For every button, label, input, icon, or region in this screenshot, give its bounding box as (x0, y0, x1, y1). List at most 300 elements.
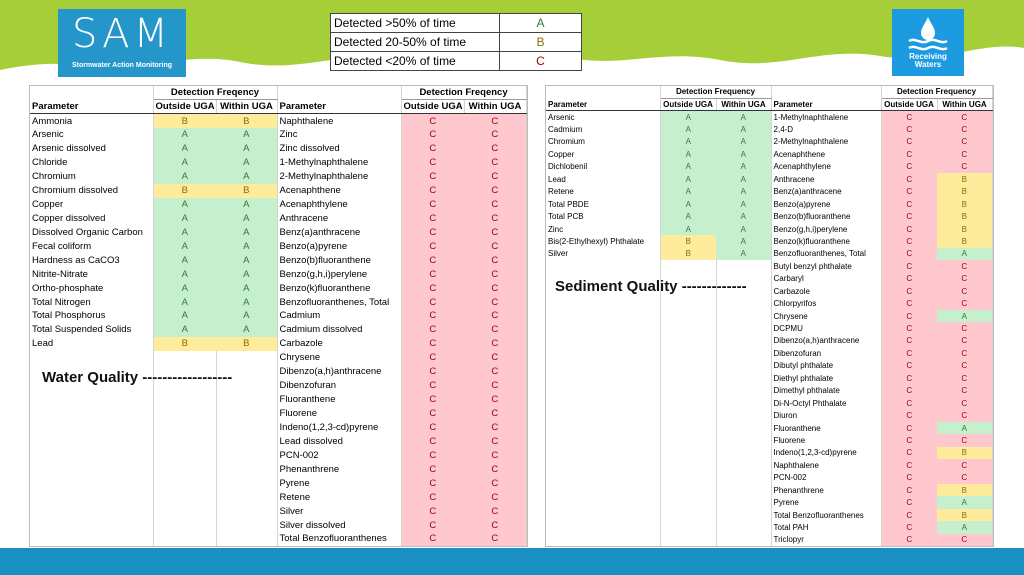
within-uga-cell: C (937, 409, 992, 421)
within-uga-cell: A (716, 223, 771, 235)
parameter-cell: 1-Methylnaphthalene (277, 156, 401, 170)
empty-cell (716, 434, 771, 446)
legend-row (331, 52, 582, 71)
empty-cell (546, 422, 660, 434)
outside-uga-cell: C (401, 518, 464, 532)
outside-uga-cell: C (881, 186, 937, 198)
parameter-cell: PCN-002 (277, 448, 401, 462)
empty-cell (660, 496, 716, 508)
within-uga-cell: C (464, 434, 526, 448)
column-header-outside-uga: Outside UGA (401, 100, 464, 114)
empty-cell (546, 434, 660, 446)
outside-uga-cell: A (660, 173, 716, 185)
parameter-cell: Dissolved Organic Carbon (30, 225, 153, 239)
parameter-cell: Arsenic (546, 111, 660, 123)
table-row (546, 198, 992, 210)
empty-cell (30, 421, 153, 435)
sam-logo (58, 9, 186, 77)
outside-uga-cell: C (401, 142, 464, 156)
empty-cell (153, 532, 216, 546)
table-row (546, 360, 992, 372)
within-uga-cell: A (937, 310, 992, 322)
parameter-cell: Arsenic (30, 128, 153, 142)
table-row (546, 447, 992, 459)
outside-uga-cell: C (401, 253, 464, 267)
table-row (546, 123, 992, 135)
parameter-cell: Benz(a)anthracene (277, 225, 401, 239)
empty-cell (546, 409, 660, 421)
parameter-cell: Indeno(1,2,3-cd)pyrene (771, 447, 881, 459)
within-uga-cell: C (937, 459, 992, 471)
empty-cell (660, 347, 716, 359)
column-header-parameter: Parameter (277, 100, 401, 114)
parameter-cell: Lead (30, 337, 153, 351)
empty-cell (546, 335, 660, 347)
outside-uga-cell: C (881, 273, 937, 285)
empty-cell (216, 393, 277, 407)
table-row (546, 484, 992, 496)
parameter-cell: PCN-002 (771, 472, 881, 484)
outside-uga-cell: C (881, 496, 937, 508)
within-uga-cell: C (464, 421, 526, 435)
outside-uga-cell: A (153, 267, 216, 281)
empty-cell (716, 397, 771, 409)
empty-cell (546, 322, 660, 334)
parameter-cell: Fluorene (771, 434, 881, 446)
outside-uga-cell: B (153, 114, 216, 128)
outside-uga-cell: A (153, 128, 216, 142)
within-uga-cell: A (716, 161, 771, 173)
outside-uga-cell: C (881, 335, 937, 347)
outside-uga-cell: C (881, 248, 937, 260)
empty-cell (546, 509, 660, 521)
outside-uga-cell: C (401, 323, 464, 337)
within-uga-cell: C (464, 267, 526, 281)
table-row (546, 310, 992, 322)
parameter-cell: Acenaphthene (277, 184, 401, 198)
parameter-cell: Dimethyl phthalate (771, 385, 881, 397)
parameter-cell: Zinc (546, 223, 660, 235)
empty-cell (660, 422, 716, 434)
parameter-cell: Dibutyl phthalate (771, 360, 881, 372)
header-group-row (546, 86, 992, 98)
empty-cell (30, 462, 153, 476)
within-uga-cell: C (464, 365, 526, 379)
within-uga-cell: C (464, 156, 526, 170)
legend-code: B (500, 33, 582, 52)
outside-uga-cell: A (660, 198, 716, 210)
empty-cell (660, 472, 716, 484)
outside-uga-cell: A (660, 148, 716, 160)
table-row (546, 434, 992, 446)
within-uga-cell: C (937, 335, 992, 347)
within-uga-cell: A (216, 239, 277, 253)
column-header-within-uga: Within UGA (937, 98, 992, 110)
empty-cell (153, 421, 216, 435)
parameter-cell: 2-Methylnaphthalene (277, 170, 401, 184)
header-blank (30, 86, 153, 100)
within-uga-cell: C (937, 297, 992, 309)
outside-uga-cell: C (881, 148, 937, 160)
legend-row (331, 33, 582, 52)
within-uga-cell: C (464, 379, 526, 393)
within-uga-cell: C (464, 225, 526, 239)
within-uga-cell: A (716, 235, 771, 247)
parameter-cell: Phenanthrene (771, 484, 881, 496)
empty-cell (153, 476, 216, 490)
table-row (30, 198, 526, 212)
parameter-cell: Acenaphthene (771, 148, 881, 160)
within-uga-cell: B (216, 184, 277, 198)
parameter-cell: Diuron (771, 409, 881, 421)
empty-cell (30, 351, 153, 365)
outside-uga-cell: C (881, 347, 937, 359)
parameter-cell: Total PAH (771, 521, 881, 533)
empty-cell (546, 372, 660, 384)
parameter-cell: Retene (277, 490, 401, 504)
empty-cell (546, 297, 660, 309)
header-blank (771, 86, 881, 98)
table-row (546, 210, 992, 222)
table-row (30, 448, 526, 462)
table-row (30, 239, 526, 253)
outside-uga-cell: C (881, 360, 937, 372)
within-uga-cell: C (937, 472, 992, 484)
within-uga-cell: A (216, 211, 277, 225)
header-group-row (30, 86, 526, 100)
table-row (546, 385, 992, 397)
empty-cell (716, 260, 771, 272)
parameter-cell: Benzofluoranthenes, Total (277, 295, 401, 309)
empty-cell (546, 397, 660, 409)
outside-uga-cell: A (660, 210, 716, 222)
table-row (546, 186, 992, 198)
parameter-cell: Total Benzofluoranthenes (277, 532, 401, 546)
within-uga-cell: A (716, 186, 771, 198)
empty-cell (216, 504, 277, 518)
within-uga-cell: C (937, 322, 992, 334)
empty-cell (546, 521, 660, 533)
empty-cell (216, 421, 277, 435)
empty-cell (716, 484, 771, 496)
within-uga-cell: A (937, 496, 992, 508)
outside-uga-cell: C (881, 136, 937, 148)
parameter-cell: Retene (546, 186, 660, 198)
table-row (546, 422, 992, 434)
within-uga-cell: C (937, 372, 992, 384)
parameter-cell: Arsenic dissolved (30, 142, 153, 156)
outside-uga-cell: C (881, 223, 937, 235)
empty-cell (660, 397, 716, 409)
parameter-cell: Silver (546, 248, 660, 260)
table-row (30, 184, 526, 198)
column-header-outside-uga: Outside UGA (660, 98, 716, 110)
legend-code: C (500, 52, 582, 71)
empty-cell (716, 459, 771, 471)
parameter-cell: Benz(a)anthracene (771, 186, 881, 198)
outside-uga-cell: C (881, 484, 937, 496)
outside-uga-cell: A (660, 123, 716, 135)
within-uga-cell: A (216, 309, 277, 323)
outside-uga-cell: A (153, 142, 216, 156)
outside-uga-cell: C (881, 210, 937, 222)
table-row (546, 235, 992, 247)
parameter-cell: Nitrite-Nitrate (30, 267, 153, 281)
empty-cell (660, 260, 716, 272)
parameter-cell: Chlorpyrifos (771, 297, 881, 309)
table-row (30, 128, 526, 142)
outside-uga-cell: A (153, 156, 216, 170)
parameter-cell: Benzo(a)pyrene (771, 198, 881, 210)
parameter-cell: Phenanthrene (277, 462, 401, 476)
parameter-cell: Cadmium dissolved (277, 323, 401, 337)
parameter-cell: Chromium (30, 170, 153, 184)
outside-uga-cell: C (881, 372, 937, 384)
empty-cell (153, 351, 216, 365)
table-row (30, 532, 526, 546)
parameter-cell: Dibenzo(a,h)anthracene (277, 365, 401, 379)
parameter-cell: Benzofluoranthenes, Total (771, 248, 881, 260)
outside-uga-cell: C (881, 111, 937, 123)
within-uga-cell: C (464, 504, 526, 518)
header-blank (546, 86, 660, 98)
outside-uga-cell: A (153, 170, 216, 184)
empty-cell (30, 448, 153, 462)
table-row (30, 421, 526, 435)
parameter-cell: Carbazole (277, 337, 401, 351)
empty-cell (660, 310, 716, 322)
outside-uga-cell: C (401, 407, 464, 421)
outside-uga-cell: A (660, 136, 716, 148)
empty-cell (216, 490, 277, 504)
outside-uga-cell: C (881, 310, 937, 322)
empty-cell (216, 407, 277, 421)
parameter-cell: Pyrene (771, 496, 881, 508)
within-uga-cell: C (464, 198, 526, 212)
outside-uga-cell: C (881, 521, 937, 533)
outside-uga-cell: A (153, 211, 216, 225)
empty-cell (546, 472, 660, 484)
empty-cell (660, 322, 716, 334)
table-row (30, 490, 526, 504)
empty-cell (216, 532, 277, 546)
outside-uga-cell: C (401, 504, 464, 518)
outside-uga-cell: C (401, 309, 464, 323)
empty-cell (660, 409, 716, 421)
empty-cell (546, 484, 660, 496)
outside-uga-cell: C (401, 156, 464, 170)
table-row (546, 409, 992, 421)
empty-cell (660, 509, 716, 521)
table-row (30, 407, 526, 421)
parameter-cell: Dichlobenil (546, 161, 660, 173)
table-row (30, 476, 526, 490)
outside-uga-cell: B (660, 235, 716, 247)
empty-cell (216, 476, 277, 490)
empty-cell (30, 518, 153, 532)
table-row (546, 248, 992, 260)
water-quality-label: Water Quality ------------------ (42, 369, 233, 386)
parameter-cell: Chromium (546, 136, 660, 148)
table-row (546, 335, 992, 347)
outside-uga-cell: C (401, 267, 464, 281)
parameter-cell: Total Nitrogen (30, 295, 153, 309)
within-uga-cell: C (464, 518, 526, 532)
within-uga-cell: C (937, 260, 992, 272)
within-uga-cell: A (716, 111, 771, 123)
water-quality-table (30, 86, 527, 546)
outside-uga-cell: C (401, 337, 464, 351)
within-uga-cell: A (937, 521, 992, 533)
parameter-cell: Copper (30, 198, 153, 212)
empty-cell (716, 385, 771, 397)
parameter-cell: Total PCB (546, 210, 660, 222)
empty-cell (153, 448, 216, 462)
within-uga-cell: C (464, 142, 526, 156)
table-row (546, 509, 992, 521)
within-uga-cell: B (216, 337, 277, 351)
sediment-quality-table (546, 86, 993, 546)
within-uga-cell: B (216, 114, 277, 128)
within-uga-cell: C (464, 281, 526, 295)
empty-cell (30, 476, 153, 490)
table-row (30, 351, 526, 365)
table-row (546, 297, 992, 309)
sediment-quality-label: Sediment Quality ------------- (555, 278, 747, 295)
empty-cell (660, 385, 716, 397)
empty-cell (546, 496, 660, 508)
outside-uga-cell: A (153, 323, 216, 337)
parameter-cell: Lead dissolved (277, 434, 401, 448)
empty-cell (660, 459, 716, 471)
outside-uga-cell: C (401, 490, 464, 504)
empty-cell (716, 509, 771, 521)
within-uga-cell: C (464, 128, 526, 142)
empty-cell (716, 335, 771, 347)
within-uga-cell: B (937, 198, 992, 210)
parameter-cell: 1-Methylnaphthalene (771, 111, 881, 123)
empty-cell (216, 462, 277, 476)
table-row (30, 114, 526, 128)
empty-cell (546, 347, 660, 359)
outside-uga-cell: B (153, 184, 216, 198)
outside-uga-cell: A (660, 111, 716, 123)
column-header-outside-uga: Outside UGA (881, 98, 937, 110)
within-uga-cell: A (216, 281, 277, 295)
outside-uga-cell: C (401, 170, 464, 184)
within-uga-cell: A (216, 128, 277, 142)
outside-uga-cell: C (881, 472, 937, 484)
outside-uga-cell: C (401, 351, 464, 365)
empty-cell (546, 534, 660, 546)
within-uga-cell: B (937, 210, 992, 222)
within-uga-cell: A (937, 422, 992, 434)
within-uga-cell: C (464, 253, 526, 267)
within-uga-cell: C (937, 148, 992, 160)
within-uga-cell: C (937, 534, 992, 546)
parameter-cell: Copper dissolved (30, 211, 153, 225)
legend-label: Detected 20-50% of time (331, 33, 500, 52)
within-uga-cell: A (216, 156, 277, 170)
parameter-cell: Ammonia (30, 114, 153, 128)
detection-frequency-header: Detection Freqency (401, 86, 526, 100)
parameter-cell: Cadmium (277, 309, 401, 323)
within-uga-cell: B (937, 186, 992, 198)
parameter-cell: Ortho-phosphate (30, 281, 153, 295)
empty-cell (30, 532, 153, 546)
outside-uga-cell: C (881, 509, 937, 521)
parameter-cell: Dibenzofuran (277, 379, 401, 393)
table-row (30, 156, 526, 170)
within-uga-cell: C (937, 123, 992, 135)
outside-uga-cell: C (881, 534, 937, 546)
within-uga-cell: A (216, 198, 277, 212)
empty-cell (216, 518, 277, 532)
column-header-within-uga: Within UGA (716, 98, 771, 110)
within-uga-cell: C (464, 295, 526, 309)
outside-uga-cell: A (153, 253, 216, 267)
empty-cell (546, 310, 660, 322)
parameter-cell: Total Phosphorus (30, 309, 153, 323)
table-row (30, 225, 526, 239)
table-row (30, 281, 526, 295)
empty-cell (716, 521, 771, 533)
outside-uga-cell: C (881, 297, 937, 309)
empty-cell (546, 260, 660, 272)
outside-uga-cell: C (401, 128, 464, 142)
outside-uga-cell: C (401, 421, 464, 435)
outside-uga-cell: C (881, 409, 937, 421)
table-row (546, 472, 992, 484)
outside-uga-cell: C (401, 365, 464, 379)
table-row (30, 267, 526, 281)
outside-uga-cell: C (401, 532, 464, 546)
parameter-cell: DCPMU (771, 322, 881, 334)
parameter-cell: Silver (277, 504, 401, 518)
within-uga-cell: C (937, 273, 992, 285)
table-row (546, 372, 992, 384)
outside-uga-cell: C (881, 385, 937, 397)
within-uga-cell: C (464, 323, 526, 337)
sam-logo-subtitle: Stormwater Action Monitoring (71, 62, 173, 69)
empty-cell (546, 459, 660, 471)
table-row (546, 521, 992, 533)
legend-label: Detected >50% of time (331, 14, 500, 33)
table-row (30, 518, 526, 532)
outside-uga-cell: C (401, 462, 464, 476)
outside-uga-cell: C (881, 459, 937, 471)
empty-cell (30, 504, 153, 518)
parameter-cell: Triclopyr (771, 534, 881, 546)
parameter-cell: Chrysene (771, 310, 881, 322)
empty-cell (716, 297, 771, 309)
header-blank (277, 86, 401, 100)
parameter-cell: Acenaphthylene (277, 198, 401, 212)
empty-cell (546, 447, 660, 459)
table-row (546, 347, 992, 359)
empty-cell (30, 393, 153, 407)
within-uga-cell: C (937, 111, 992, 123)
empty-cell (546, 385, 660, 397)
within-uga-cell: C (464, 114, 526, 128)
receiving-waters-line1: Receiving (909, 52, 947, 61)
parameter-cell: Dibenzofuran (771, 347, 881, 359)
outside-uga-cell: B (660, 248, 716, 260)
empty-cell (216, 434, 277, 448)
empty-cell (716, 347, 771, 359)
column-header-within-uga: Within UGA (216, 100, 277, 114)
legend-row (331, 14, 582, 33)
